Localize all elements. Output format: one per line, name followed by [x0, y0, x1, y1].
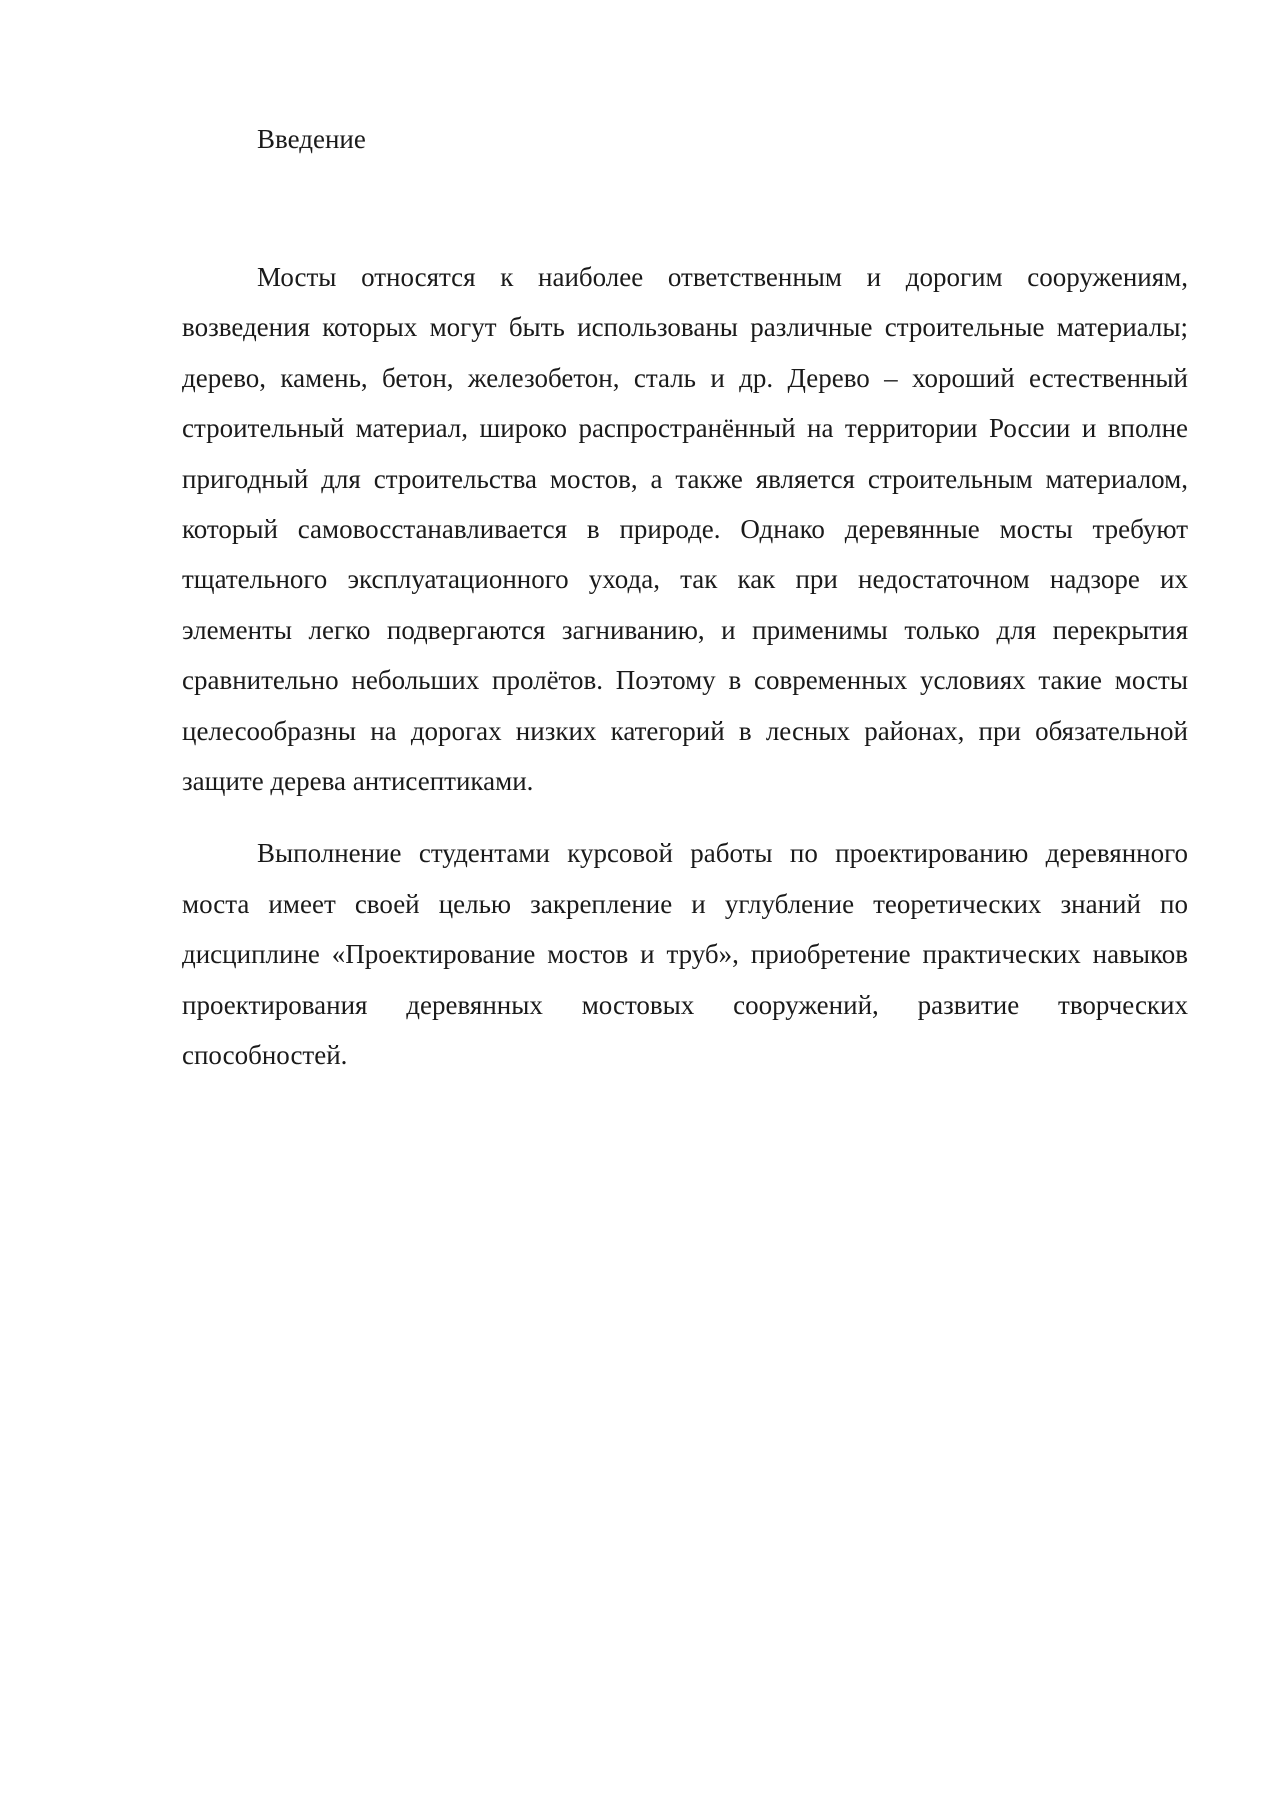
document-body: [182, 118, 1188, 1081]
paragraph-course-goal: Выполнение студентами курсовой работы по проектированию деревянного моста имеет своей целью закрепление и углубление теоретических знаний по дисциплине «Проектирование мостов и труб», приобретение практических навыков проектирования деревянных мостовых сооружений, развитие творческих способностей.: [182, 838, 1188, 1071]
section-heading: Введение: [257, 124, 366, 154]
paragraph-bridges-intro: Мосты относятся к наиболее ответственным и дорогим сооружениям, возведения которых могут быть использованы различные строительные материалы; дерево, камень, бетон, железобетон, сталь и др. Дерево – хороший естественный строительный материал, широко распространённый на территории России и вполне пригодный для строительства мостов, а также является строительным материалом, который самовосстанавливается в природе. Однако деревянные мосты требуют тщательного эксплуатационного ухода, так как при недостаточном надзоре их элементы легко подвергаются загниванию, и применимы только для перекрытия сравнительно небольших пролётов. Поэтому в современных условиях такие мосты целесообразны на дорогах низких категорий в лесных районах, при обязательной защите дерева антисептиками.: [182, 262, 1188, 797]
